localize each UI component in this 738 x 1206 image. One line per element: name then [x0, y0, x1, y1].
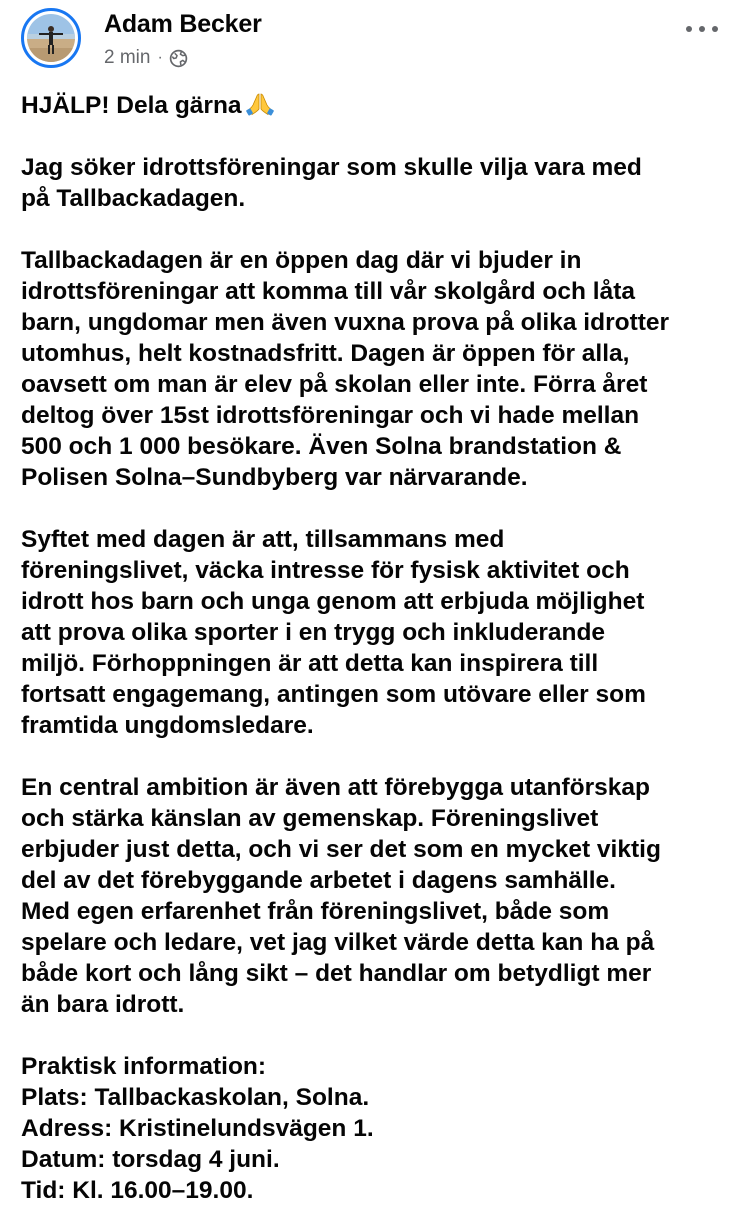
post-paragraph	[21, 1051, 726, 1206]
post-line: Tallbackadagen är en öppen dag där vi bjuder in	[21, 247, 582, 274]
more-options-icon	[686, 26, 692, 32]
folded-hands-emoji-icon	[246, 92, 274, 116]
post-line: och stärka känslan av gemenskap. Föreningslivet	[21, 805, 599, 832]
post-line: erbjuder just detta, och vi ser det som en mycket viktig	[21, 836, 661, 863]
post-line: på Tallbackadagen.	[21, 185, 246, 212]
post-line: föreningslivet, väcka intresse för fysisk aktivitet och	[21, 557, 630, 584]
post-line: idrottsföreningar att komma till vår skolgård och låta	[21, 278, 635, 305]
author-name[interactable]: Adam Becker	[104, 10, 262, 38]
post-line: både kort och lång sikt – det handlar om betydligt mer	[21, 960, 652, 987]
post-line: del av det förebyggande arbetet i dagens samhälle.	[21, 867, 616, 894]
post-line: miljö. Förhoppningen är att detta kan inspirera till	[21, 650, 599, 677]
more-options-button[interactable]	[672, 16, 732, 42]
post-line: fortsatt engagemang, antingen som utövare eller som	[21, 681, 646, 708]
avatar-photo	[27, 14, 75, 62]
post-timestamp[interactable]: 2 min	[104, 47, 151, 68]
meta-separator: ·	[157, 49, 163, 66]
post-line: Jag söker idrottsföreningar som skulle vilja vara med	[21, 154, 642, 181]
post-line: Praktisk information:	[21, 1053, 267, 1080]
post-line: Syftet med dagen är att, tillsammans med	[21, 526, 505, 553]
more-options-icon	[712, 26, 718, 32]
post-line: Datum: torsdag 4 juni.	[21, 1146, 280, 1173]
post-line: oavsett om man är elev på skolan eller inte. Förra året	[21, 371, 648, 398]
post-line: deltog över 15st idrottsföreningar och vi hade mellan	[21, 402, 640, 429]
post-paragraph	[21, 152, 726, 214]
post-paragraph	[21, 245, 726, 493]
post-line: Med egen erfarenhet från föreningslivet, både som	[21, 898, 610, 925]
post-paragraph	[21, 90, 726, 121]
post-line: utomhus, helt kostnadsfritt. Dagen är öppen för alla,	[21, 340, 630, 367]
post-line: Adress: Kristinelundsvägen 1.	[21, 1115, 374, 1142]
avatar[interactable]	[21, 8, 81, 68]
more-options-icon	[699, 26, 705, 32]
post-line: Polisen Solna–Sundbyberg var närvarande.	[21, 464, 528, 491]
post-body	[21, 90, 726, 1206]
post-paragraph	[21, 524, 726, 741]
globe-icon	[169, 49, 188, 68]
post-line: att prova olika sporter i en trygg och inkluderande	[21, 619, 606, 646]
post-meta	[104, 46, 188, 70]
post-line: HJÄLP! Dela gärna	[21, 92, 242, 119]
post-line: idrott hos barn och unga genom att erbjuda möjlighet	[21, 588, 645, 615]
post-line: Plats: Tallbackaskolan, Solna.	[21, 1084, 370, 1111]
post-line: spelare och ledare, vet jag vilket värde detta kan ha på	[21, 929, 655, 956]
post-line: barn, ungdomar men även vuxna prova på olika idrotter	[21, 309, 670, 336]
post-line: Tid: Kl. 16.00–19.00.	[21, 1177, 254, 1204]
post-line: En central ambition är även att förebygga utanförskap	[21, 774, 650, 801]
post-paragraph	[21, 772, 726, 1020]
post-line: framtida ungdomsledare.	[21, 712, 314, 739]
post-header	[0, 0, 738, 80]
post-line: än bara idrott.	[21, 991, 185, 1018]
post-line: 500 och 1 000 besökare. Även Solna brandstation &	[21, 433, 622, 460]
